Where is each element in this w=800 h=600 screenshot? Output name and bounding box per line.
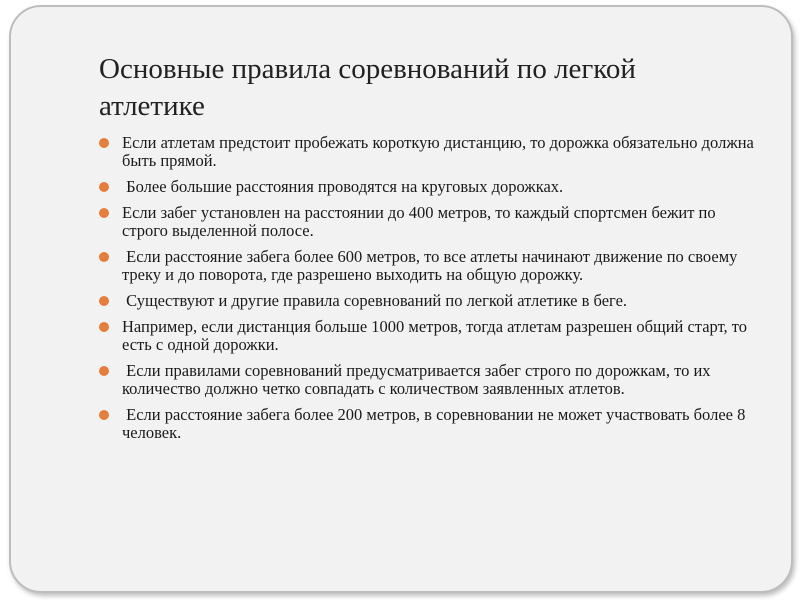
circle-bullet-icon (99, 252, 109, 262)
circle-bullet-icon (99, 138, 109, 148)
bullet-text: Если правилами соревнований предусматривается забег строго по дорожкам, то их количество должно четко совпадать с количеством заявленных атлетов. (122, 361, 715, 398)
bullet-item (99, 318, 759, 354)
circle-bullet-icon (99, 208, 109, 218)
bullet-text: Если забег установлен на расстоянии до 400 метров, то каждый спортсмен бежит по строго выделенной полосе. (122, 203, 720, 240)
bullet-item (99, 292, 759, 310)
bullet-text: Если атлетам предстоит пробежать короткую дистанцию, то дорожка обязательно должна быть прямой. (122, 133, 758, 170)
bullet-item (99, 204, 759, 240)
circle-bullet-icon (99, 410, 109, 420)
bullet-text: Более большие расстояния проводятся на круговых дорожках. (122, 177, 564, 196)
bullet-item (99, 134, 759, 170)
circle-bullet-icon (99, 322, 109, 332)
bullet-list (99, 134, 759, 450)
bullet-item (99, 406, 759, 442)
circle-bullet-icon (99, 366, 109, 376)
bullet-text: Если расстояние забега более 200 метров, в соревновании не может участвовать более 8 человек. (122, 405, 750, 442)
bullet-text: Если расстояние забега более 600 метров, то все атлеты начинают движение по своему треку и до поворота, где разрешено выходить на общую дорожку. (122, 247, 742, 284)
slide-frame (9, 5, 793, 593)
bullet-item (99, 178, 759, 196)
bullet-text: Например, если дистанция больше 1000 метров, тогда атлетам разрешен общий старт, то есть с одной дорожки. (122, 317, 752, 354)
bullet-item (99, 362, 759, 398)
circle-bullet-icon (99, 182, 109, 192)
bullet-item (99, 248, 759, 284)
bullet-text: Сущеcтвуют и другие правила соревнований по легкой атлетике в беге. (122, 291, 628, 310)
slide-title: Основные правила соревнований по легкой атлетике (99, 53, 636, 122)
circle-bullet-icon (99, 296, 109, 306)
